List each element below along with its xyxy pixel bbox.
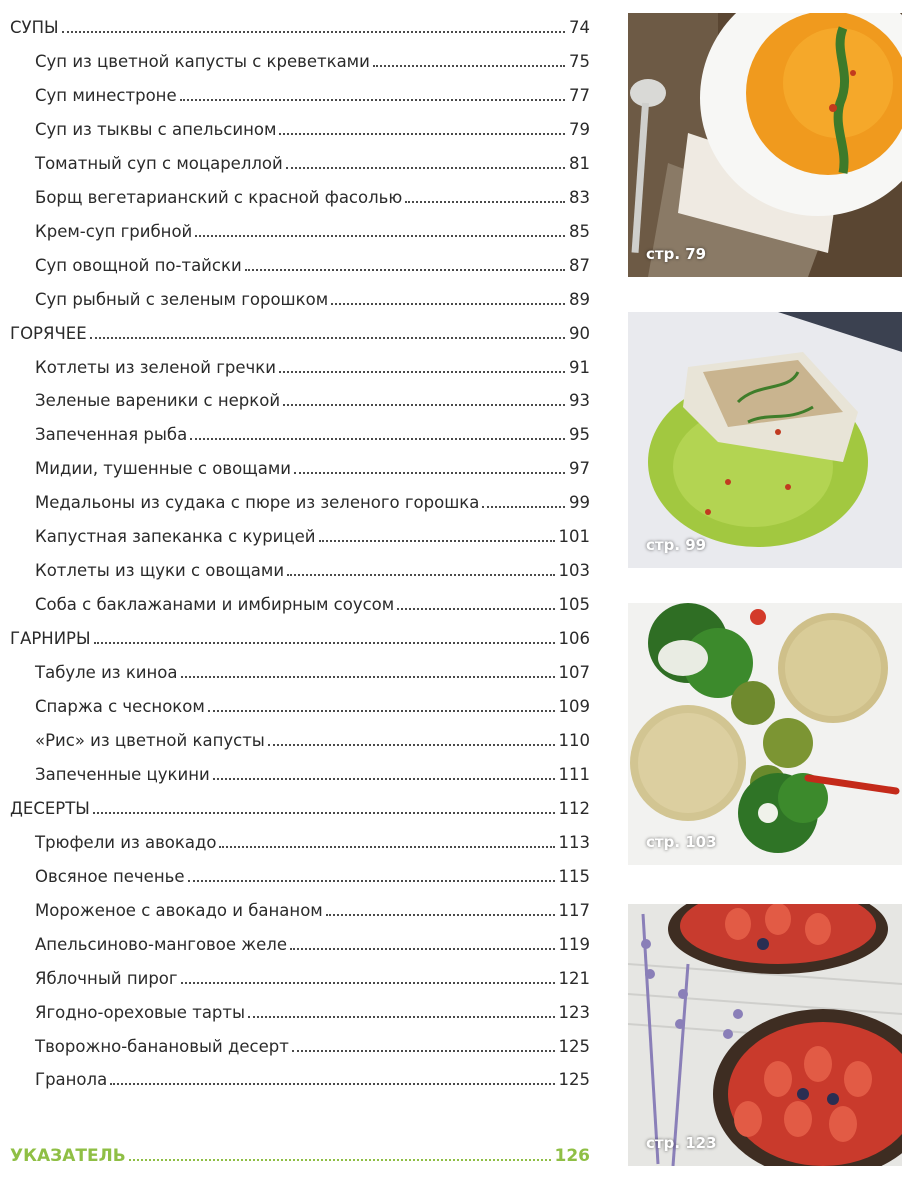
toc-section-heading-page-number: 74 (569, 18, 590, 37)
toc-entry-page-number: 113 (558, 832, 590, 852)
toc-entry-page-number: 87 (569, 255, 590, 275)
toc-entry-page-number: 93 (569, 391, 590, 411)
dot-leader (319, 539, 555, 542)
toc-entry-title: Котлеты из зеленой гречки (35, 357, 276, 377)
toc-section-heading-page-number: 106 (558, 629, 590, 649)
toc-index-link (10, 1138, 590, 1166)
dot-leader (268, 743, 555, 746)
toc-entry (35, 417, 590, 445)
dot-leader (195, 234, 565, 237)
dot-leader (208, 709, 555, 712)
toc-entry (35, 146, 590, 174)
dot-leader (397, 607, 554, 610)
toc-entry-page-number: 109 (558, 697, 590, 716)
toc-index-link-title: УКАЗАТЕЛЬ (10, 1146, 126, 1166)
toc-entry-page-number: 105 (558, 595, 590, 615)
toc-entry (35, 859, 590, 887)
photo-caption: стр. 123 (646, 1134, 717, 1152)
toc-entry-title: Яблочный пирог (35, 968, 178, 988)
dot-leader (110, 1082, 554, 1085)
toc-entry-title: Суп из цветной капусты с креветками (35, 51, 370, 71)
toc-section-heading (10, 791, 590, 819)
toc-entry-title: Крем-суп грибной (35, 221, 193, 241)
photo-caption: стр. 79 (646, 245, 707, 263)
toc-entry-title: Медальоны из судака с пюре из зеленого горошка (35, 493, 480, 513)
dot-leader (181, 675, 555, 678)
dot-leader (190, 437, 565, 440)
toc-entry-title: Суп рыбный с зеленым горошком (35, 289, 329, 309)
toc-entry-page-number: 85 (569, 221, 590, 241)
toc-section-heading-title: ДЕСЕРТЫ (10, 798, 90, 818)
toc-entry-title: Суп из тыквы с апельсином (35, 119, 277, 139)
pumpkin-soup-image (628, 13, 902, 277)
toc-entry-page-number: 75 (569, 51, 590, 71)
toc-entry (35, 689, 590, 717)
toc-entry-title: Запеченная рыба (35, 425, 188, 445)
toc-entry (35, 893, 590, 921)
toc-section-heading (10, 316, 590, 344)
dot-leader (188, 879, 555, 882)
dot-leader (181, 981, 555, 984)
toc-entry-page-number: 99 (569, 493, 590, 513)
photo-pike-cutlets (628, 603, 902, 865)
dot-leader (326, 913, 555, 916)
berry-tarts-image (628, 904, 902, 1166)
dot-leader (93, 811, 555, 814)
toc-entry-page-number: 91 (569, 357, 590, 377)
toc-entry (35, 485, 590, 513)
toc-entry-title: Борщ вегетарианский с красной фасолью (35, 187, 403, 207)
dot-leader (213, 777, 555, 780)
toc-entry-page-number: 83 (569, 187, 590, 207)
toc-section-heading (10, 621, 590, 649)
dot-leader (482, 505, 565, 508)
toc-entry-title: Томатный суп с моцареллой (35, 153, 283, 173)
toc-entry-title: Спаржа с чесноком (35, 697, 205, 716)
dot-leader (245, 268, 565, 271)
toc-entry-page-number: 125 (558, 1070, 590, 1090)
toc-entry (35, 655, 590, 683)
toc-entry (35, 1029, 590, 1057)
pike-cutlets-image (628, 603, 902, 865)
photo-fish-medallion (628, 312, 902, 568)
toc-entry (35, 383, 590, 411)
dot-leader (373, 64, 565, 67)
toc-entry-title: Запеченные цукини (35, 764, 210, 784)
dot-leader (94, 641, 555, 644)
toc-entry-title: Гранола (35, 1070, 108, 1090)
dot-leader (219, 845, 554, 848)
toc-entry-title: «Рис» из цветной капусты (35, 730, 265, 750)
toc-entry-title: Табуле из киноа (35, 663, 178, 683)
toc-entry (35, 282, 590, 310)
toc-entry-page-number: 111 (558, 764, 590, 784)
dot-leader (279, 370, 565, 373)
toc-entry (35, 214, 590, 242)
dot-leader (62, 30, 565, 33)
toc-entry-page-number: 121 (558, 968, 590, 988)
toc-entry (35, 248, 590, 276)
toc-entry (35, 519, 590, 547)
toc-entry (35, 961, 590, 989)
toc-index-link-page-number: 126 (554, 1146, 590, 1166)
toc-entry-title: Суп минестроне (35, 85, 177, 105)
toc-entry-page-number: 123 (558, 1002, 590, 1022)
photo-caption: стр. 103 (646, 833, 717, 851)
toc-entry (35, 180, 590, 208)
toc-entry (35, 553, 590, 581)
dot-leader (286, 166, 565, 169)
dot-leader (279, 132, 565, 135)
toc-entry-page-number: 110 (558, 730, 590, 750)
toc-entry-title: Соба с баклажанами и имбирным соусом (35, 595, 395, 615)
dot-leader (294, 471, 565, 474)
toc-entry (35, 451, 590, 479)
toc-entry (35, 825, 590, 853)
toc-entry-title: Мороженое с авокадо и бананом (35, 900, 323, 920)
toc-entry-page-number: 119 (558, 934, 590, 954)
toc-entry-page-number: 79 (569, 119, 590, 139)
dot-leader (129, 1158, 551, 1161)
photo-pumpkin-soup (628, 13, 902, 277)
dot-leader (248, 1015, 554, 1018)
toc-entry (35, 927, 590, 955)
toc-section-heading-page-number: 90 (569, 323, 590, 343)
toc-section-heading-page-number: 112 (558, 798, 590, 818)
dot-leader (90, 336, 565, 339)
toc-entry (35, 757, 590, 785)
dot-leader (180, 98, 565, 101)
toc-entry-title: Трюфели из авокадо (35, 832, 217, 852)
toc-entry-page-number: 107 (558, 663, 590, 683)
photo-berry-tarts (628, 904, 902, 1166)
toc-section-heading-title: ГОРЯЧЕЕ (10, 323, 87, 343)
fish-medallion-image (628, 312, 902, 568)
toc-entry-title: Мидии, тушенные с овощами (35, 459, 291, 479)
toc-entry-title: Апельсиново-манговое желе (35, 934, 287, 954)
photo-caption: стр. 99 (646, 536, 707, 554)
toc-entry-title: Овсяное печенье (35, 866, 185, 886)
toc-entry (35, 78, 590, 106)
toc-entry-title: Суп овощной по-тайски (35, 255, 242, 275)
toc-entry-title: Капустная запеканка с курицей (35, 527, 316, 547)
toc-entry-page-number: 89 (569, 289, 590, 309)
toc-entry-title: Котлеты из щуки с овощами (35, 561, 285, 581)
toc-entry (35, 44, 590, 72)
dot-leader (331, 302, 565, 305)
toc-entry-page-number: 125 (558, 1036, 590, 1056)
toc-entry-page-number: 101 (558, 527, 590, 547)
toc-section-heading-title: ГАРНИРЫ (10, 629, 91, 649)
dot-leader (283, 403, 565, 406)
toc-entry (35, 112, 590, 140)
toc-section-heading (10, 10, 590, 38)
toc-entry-title: Ягодно-ореховые тарты (35, 1002, 246, 1022)
toc-entry-page-number: 81 (569, 153, 590, 173)
toc-entry (35, 723, 590, 751)
toc-entry (35, 995, 590, 1023)
dot-leader (405, 200, 565, 203)
toc-entry-page-number: 97 (569, 459, 590, 479)
toc-entry (35, 1062, 590, 1090)
toc-entry (35, 350, 590, 378)
toc-entry-page-number: 117 (558, 900, 590, 920)
dot-leader (292, 1049, 555, 1052)
toc-entry-title: Творожно-банановый десерт (35, 1036, 289, 1056)
dot-leader (290, 947, 555, 950)
toc-entry-page-number: 77 (569, 85, 590, 105)
toc-entry (35, 587, 590, 615)
toc-entry-page-number: 115 (558, 866, 590, 886)
toc-entry-page-number: 103 (558, 561, 590, 581)
toc-entry-title: Зеленые вареники с неркой (35, 391, 281, 411)
dot-leader (287, 573, 554, 576)
toc-section-heading-title: СУПЫ (10, 18, 59, 37)
toc-entry-page-number: 95 (569, 425, 590, 445)
